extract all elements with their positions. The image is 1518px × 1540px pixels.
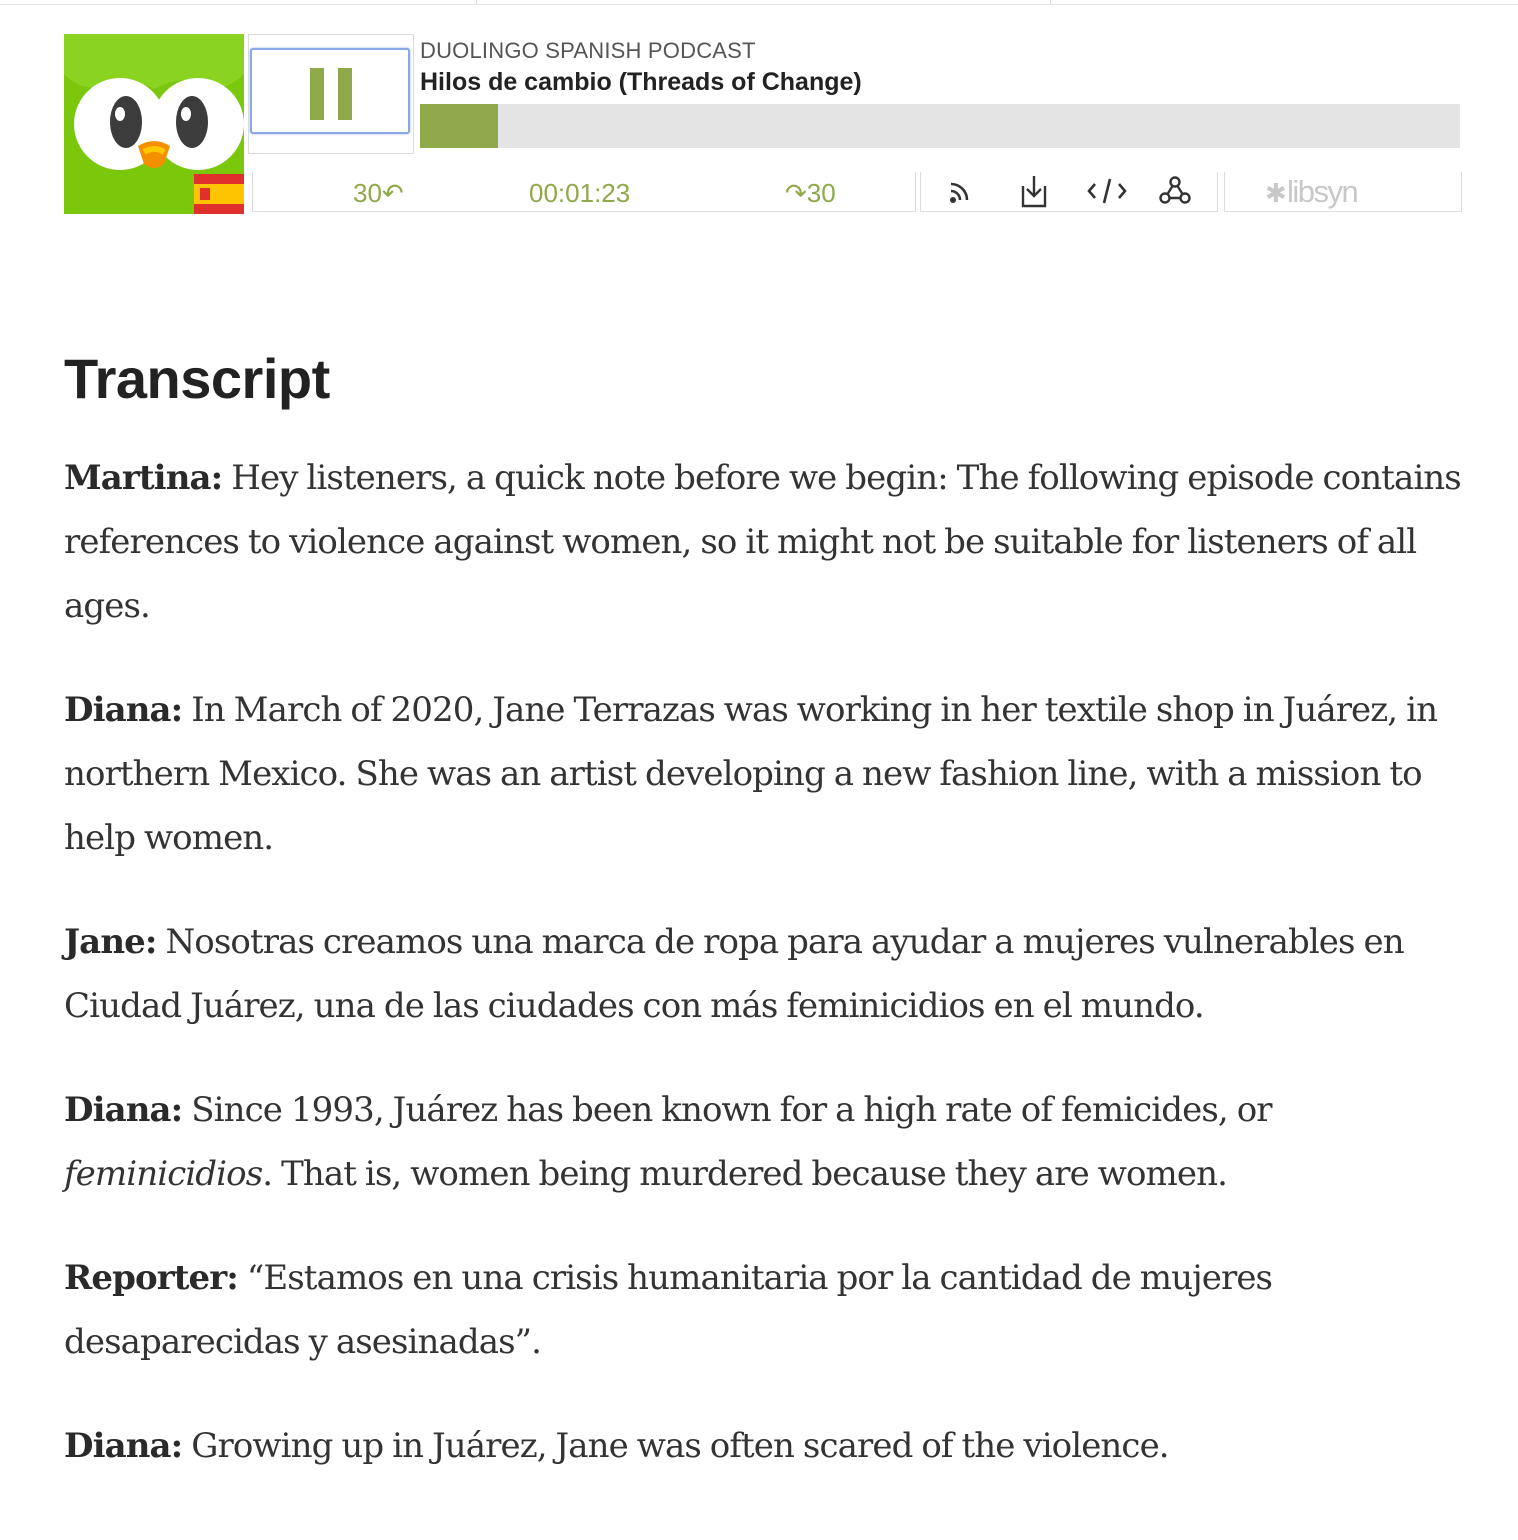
libsyn-logo[interactable]: [1224, 172, 1462, 212]
libsyn-logo-text: libsyn: [1287, 174, 1358, 209]
progress-bar[interactable]: [420, 104, 1460, 148]
podcast-player: [64, 34, 1464, 214]
pause-icon: [338, 68, 352, 120]
libsyn-mark-icon: ✱: [1265, 178, 1287, 208]
page-top-rule: [0, 0, 1518, 5]
top-rule-divider: [1050, 0, 1051, 4]
transcript-paragraph: [64, 1246, 1474, 1374]
pause-icon: [310, 68, 324, 120]
playback-controls: [252, 172, 916, 212]
transcript-heading: Transcript: [64, 347, 330, 410]
transcript-paragraph: [64, 678, 1474, 870]
spain-flag-icon: [194, 174, 244, 214]
speaker-name: Diana:: [64, 1426, 183, 1466]
speaker-name: Diana:: [64, 1090, 183, 1130]
transcript-paragraph: [64, 1414, 1474, 1478]
podcast-artwork: [64, 34, 244, 214]
progress-fill: [420, 104, 498, 148]
player-actions: [920, 172, 1218, 212]
paragraph-text: . That is, women being murdered because they are women.: [262, 1154, 1227, 1194]
skip-forward-30-button[interactable]: ↷30: [785, 178, 836, 208]
emphasized-term: feminicidios: [64, 1154, 263, 1194]
top-rule-divider: [476, 0, 477, 4]
paragraph-text: “Estamos en una crisis humanitaria por la cantidad de mujeres desaparecidas y asesinadas”.: [64, 1258, 1273, 1362]
speaker-name: Jane:: [64, 922, 157, 962]
speaker-name: Reporter:: [64, 1258, 238, 1298]
paragraph-text: Growing up in Juárez, Jane was often scared of the violence.: [182, 1426, 1169, 1466]
transcript-paragraph: [64, 1078, 1474, 1206]
rss-icon[interactable]: [943, 174, 979, 208]
current-time: 00:01:23: [529, 178, 631, 208]
paragraph-text: Since 1993, Juárez has been known for a high rate of femicides, or: [182, 1090, 1272, 1130]
transcript-paragraph: [64, 446, 1474, 638]
episode-title: Hilos de cambio (Threads of Change): [420, 68, 862, 96]
pause-button[interactable]: [250, 48, 410, 134]
paragraph-text: In March of 2020, Jane Terrazas was working in her textile shop in Juárez, in northern Mexico. She was an artist developing a new fashion line, with a mission to help women.: [64, 690, 1438, 858]
paragraph-text: Hey listeners, a quick note before we begin: The following episode contains references to violence against women, so it might not be suitable for listeners of all ages.: [64, 458, 1461, 626]
paragraph-text: Nosotras creamos una marca de ropa para ayudar a mujeres vulnerables en Ciudad Juárez, una de las ciudades con más feminicidios en el mundo.: [64, 922, 1404, 1026]
transcript-paragraph: [64, 910, 1474, 1038]
embed-code-icon[interactable]: [1085, 174, 1121, 208]
transcript-body: [64, 446, 1474, 1518]
podcast-name: DUOLINGO SPANISH PODCAST: [420, 38, 756, 63]
speaker-name: Diana:: [64, 690, 183, 730]
skip-back-30-button[interactable]: 30↶: [353, 178, 404, 208]
speaker-name: Martina:: [64, 458, 223, 498]
download-icon[interactable]: [1015, 174, 1051, 208]
share-icon[interactable]: [1157, 174, 1193, 208]
